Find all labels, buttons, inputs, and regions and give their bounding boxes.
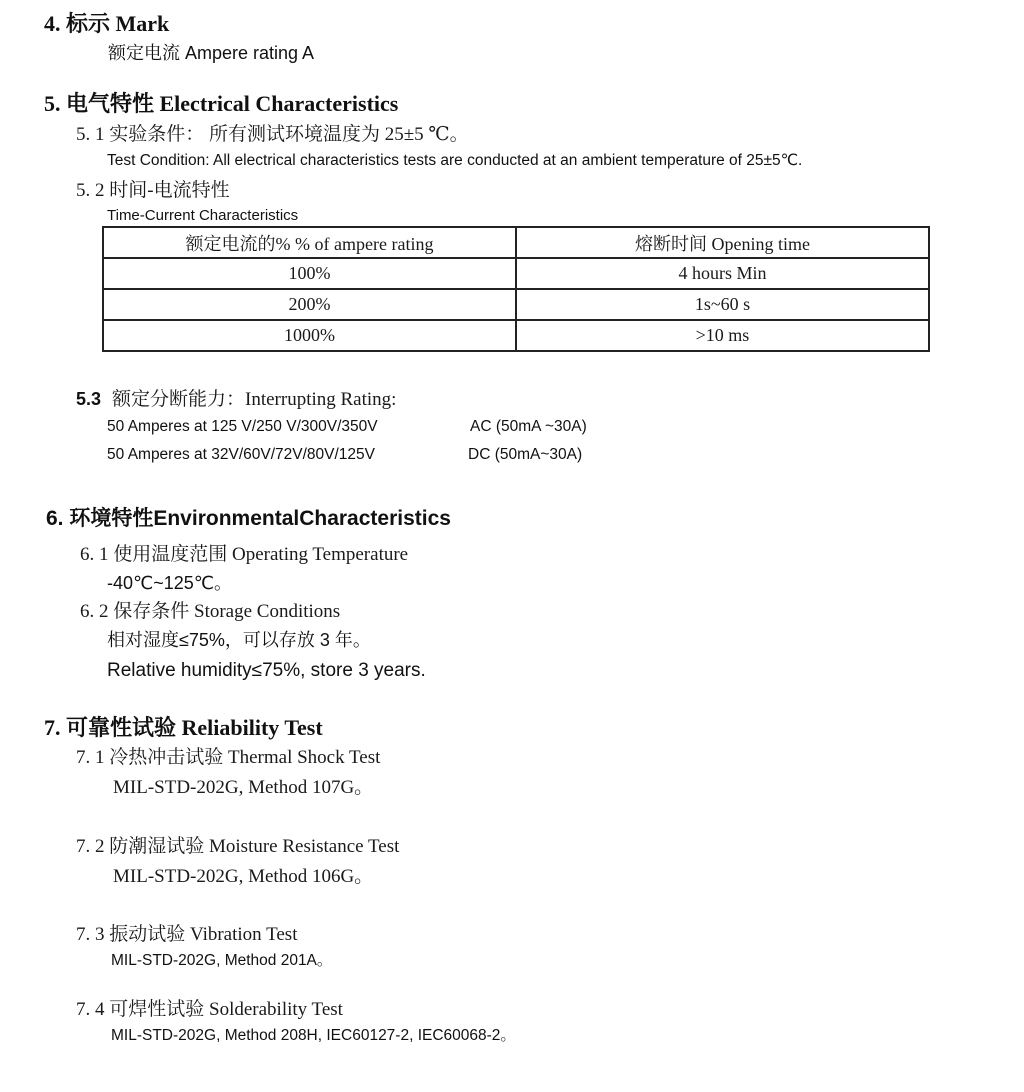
solderability-title: 7. 4 可焊性试验 Solderability Test [76,999,343,1020]
time-current-cn: 5. 2 时间-电流特性 [76,180,230,201]
time-current-table [102,226,930,352]
interrupting-rating-number: 5.3 [76,389,102,409]
cell-rating: 200% [103,289,516,320]
solderability-method: MIL-STD-202G, Method 208H, IEC60127-2, IEC60068-2。 [111,1027,516,1044]
interrupting-ac-left: 50 Amperes at 125 V/250 V/300V/350V [107,418,378,435]
interrupting-ac-right: AC (50mA ~30A) [470,418,587,435]
interrupting-rating-title: 额定分断能力：Interrupting Rating: [112,389,397,410]
header-ampere-rating: 额定电流的% % of ampere rating [103,227,516,258]
section-5-heading: 5. 电气特性 Electrical Characteristics [44,91,399,116]
cell-rating: 100% [103,258,516,289]
table-row [103,258,929,289]
table-row [103,320,929,351]
moisture-resistance-title: 7. 2 防潮湿试验 Moisture Resistance Test [76,836,400,857]
section-7-heading: 7. 可靠性试验 Reliability Test [44,715,323,740]
time-current-en: Time-Current Characteristics [107,207,299,224]
storage-conditions-en: Relative humidity≤75%, store 3 years. [107,660,426,681]
interrupting-dc-right: DC (50mA~30A) [468,446,583,463]
thermal-shock-title: 7. 1 冷热冲击试验 Thermal Shock Test [76,747,381,768]
cell-opening-time: >10 ms [516,320,929,351]
thermal-shock-method: MIL-STD-202G, Method 107G。 [113,777,374,798]
vibration-method: MIL-STD-202G, Method 201A。 [111,952,333,969]
section-4-heading: 4. 标示 Mark [44,11,170,36]
test-condition-cn: 5. 1 实验条件： 所有测试环境温度为 25±5 ℃。 [76,124,469,145]
operating-temperature-title: 6. 1 使用温度范围 Operating Temperature [80,544,409,565]
cell-rating: 1000% [103,320,516,351]
header-opening-time: 熔断时间 Opening time [516,227,929,258]
test-condition-en: Test Condition: All electrical characteristics tests are conducted at an ambient temperature of 25±5℃. [107,152,803,169]
cell-opening-time: 1s~60 s [516,289,929,320]
cell-opening-time: 4 hours Min [516,258,929,289]
table-row [103,289,929,320]
storage-conditions-cn: 相对湿度≤75%，可以存放 3 年。 [107,630,371,650]
moisture-resistance-method: MIL-STD-202G, Method 106G。 [113,866,374,887]
table-header-row [103,227,929,258]
storage-conditions-title: 6. 2 保存条件 Storage Conditions [80,601,341,622]
interrupting-dc-left: 50 Amperes at 32V/60V/72V/80V/125V [107,446,375,463]
vibration-title: 7. 3 振动试验 Vibration Test [76,924,298,945]
section-6-heading: 6. 环境特性EnvironmentalCharacteristics [46,507,451,530]
operating-temperature-value: -40℃~125℃。 [107,573,232,593]
ampere-rating-line: 额定电流 Ampere rating A [108,43,315,63]
